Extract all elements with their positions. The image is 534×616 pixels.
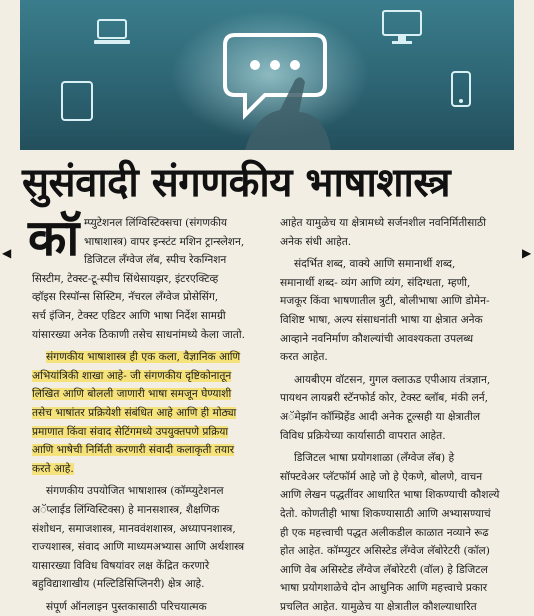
text-line: पायथन लायब्ररी स्टॅनफोर्ड कोर, टेक्स्ट ब्लॉब, मंकी लर्न, (280, 392, 488, 405)
text-line: विशिष्ट भाषा, अल्प संसाधनांती भाषा या क्षेत्रात अनेक (280, 313, 483, 326)
drop-cap: कॉ (28, 209, 80, 267)
laptop-icon (92, 18, 132, 48)
text-line: व्हॉइस रिस्पॉन्स सिस्टिम, नॅचरल लँग्वेज प्रोसेसिंग, (32, 291, 219, 304)
text-line: संगणकीय उपयोजित भाषाशास्त्र (कॉम्प्युटेशनल (46, 485, 224, 498)
left-paragraph-3 (32, 482, 268, 594)
highlighted-text-line: संगणकीय भाषाशास्त्र ही एक कला, वैज्ञानिक आणि (46, 351, 241, 364)
left-arrow-icon: ◀ (2, 246, 12, 260)
hand-image (235, 70, 345, 150)
text-line: यांसारख्या अनेक ठिकाणी तसेच साधनांमध्ये केला जातो. (32, 328, 245, 341)
text-line: डिजिटल लँग्वेज लॅब, स्पीच रेकग्निशन (84, 254, 227, 267)
text-line: यासारख्या विविध विषयांवर लक्ष केंद्रित करणारे (32, 559, 210, 572)
hero-photo (20, 0, 514, 150)
right-paragraph-4 (280, 449, 516, 616)
text-line: अॅमेझॉन कॉम्प्रिहेंड आदी अनेक टूल्सही या क्षेत्रातील (280, 410, 480, 423)
right-paragraph-3 (280, 371, 516, 445)
left-paragraph-2-highlighted (32, 348, 268, 478)
text-line: डिजिटल भाषा प्रयोगशाळा (लँग्वेज लॅब) हे (294, 452, 455, 465)
right-paragraph-1 (280, 214, 516, 251)
text-line: संदर्भित शब्द, वाक्ये आणि समानार्थी शब्द, (294, 258, 456, 271)
text-line: आव्हाने नवनिर्माण कौशल्यांची आवश्यकता उपलब्ध (280, 332, 474, 345)
left-column (32, 214, 268, 613)
text-line: सॉफ्टवेअर प्लॅटफॉर्म आहे जो हे ऐकणे, बोलणे, वाचन (280, 470, 483, 483)
text-line: आणि वेब असिस्टेड लँग्वेज लॅबोरेटरी (वॉल) हे डिजिटल (280, 563, 488, 576)
highlighted-text-line: आणि भाषेची निर्मिती करणारी संवादी कलाकृती तयार (32, 444, 235, 457)
text-line: राज्यशास्त्र, संवाद आणि माध्यमअभ्यास आणि अर्थशास्त्र (32, 541, 245, 554)
highlighted-text-line: करते आहे. (32, 462, 74, 475)
text-line: समानार्थी शब्द- व्यंग आणि व्यंग, संदिग्धता, म्हणी, (280, 276, 471, 289)
smartphone-icon (450, 70, 472, 108)
text-line: सिस्टीम, टेक्स्ट-टू-स्पीच सिंथेसायझर, इंटरएक्टिव्ह (32, 272, 219, 285)
left-paragraph-4 (32, 598, 268, 616)
highlighted-text-line: तसेच भाषांतर प्रक्रियेशी संबंधित आहे आणि ही मोठ्या (32, 406, 237, 419)
highlighted-text-line: लिखित आणि बोलली जाणारी भाषा समजून घेण्याशी (32, 388, 232, 401)
text-line: भाषाशास्त्र) वापर इन्स्टंट मशिन ट्रान्स्लेशन, (84, 235, 245, 248)
text-line: आहेत यामुळेच या क्षेत्रामध्ये सर्जनशील नवनिर्मितीसाठी (280, 217, 486, 229)
right-arrow-icon: ▶ (522, 246, 532, 260)
text-line: होत आहेत. कॉम्प्युटर असिस्टेड लँग्वेज लॅबोरेटरी (कॉल) (280, 545, 490, 558)
tablet-icon (60, 80, 94, 122)
text-line: देतो. कोणतीही भाषा शिकण्यासाठी आणि अभ्यासण्याचं (280, 507, 491, 520)
text-line: विविध प्रक्रियेच्या कार्यासाठी वापरात आहेत. (280, 429, 446, 442)
text-line: भाषा प्रयोगशाळेचे दोन आधुनिक आणि महत्त्वाचे प्रकार (280, 582, 488, 595)
right-paragraph-2 (280, 255, 516, 367)
text-line: ही एक महत्त्वाची पद्धत अलीकडील काळात नव्याने रूढ (280, 526, 489, 539)
text-line: सर्च इंजिन, टेक्स्ट एडिटर आणि भाषा निर्देश सामग्री (32, 309, 226, 322)
left-paragraph-1 (32, 214, 268, 344)
text-line: अॅप्लाईड लिंग्विस्टिक्स) हे मानसशास्त्र, शैक्षणिक (32, 503, 220, 516)
text-line: मजकूर किंवा भाषणातील त्रुटी, बोलीभाषा आणि डोमेन- (280, 295, 490, 308)
text-line: संपूर्ण ऑनलाइन पुस्तकासाठी परिचयात्मक (46, 600, 207, 613)
highlighted-text-line: प्रमाणात किंवा संवाद सेटिंगमध्ये उपयुक्तपणे प्रक्रिया (32, 425, 229, 438)
right-column (280, 214, 516, 613)
monitor-icon (380, 8, 424, 46)
text-line: म्प्युटेशनल लिंग्विस्टिक्सचा (संगणकीय (84, 217, 228, 229)
text-line: करत आहेत. (280, 351, 328, 364)
text-line: आणि लेखन पद्धतींवर आधारित भाषा शिकण्याची कौशल्ये (280, 489, 500, 502)
text-line: बहुविद्याशाखीय (मल्टिडिसिप्लिनरी) क्षेत्र आहे. (32, 578, 205, 591)
text-line: प्रचलित आहेत. यामुळेच या क्षेत्रातील कौशल्याधारित (280, 600, 477, 613)
text-line: संशोधन, समाजशास्त्र, मानववंशशास्त्र, अध्यापनशास्त्र, (32, 522, 236, 535)
text-line: आयबीएम वॉटसन, गुगल क्लाऊड एपीआय तंत्रज्ञान, (294, 373, 491, 386)
headline: सुसंवादी संगणकीय भाषाशास्त्र (22, 160, 451, 206)
highlighted-text-line: अभियांत्रिकी शाखा आहे- जी संगणकीय दृष्टिकोनातून (32, 369, 232, 382)
text-line: अनेक संधी आहेत. (280, 235, 352, 248)
